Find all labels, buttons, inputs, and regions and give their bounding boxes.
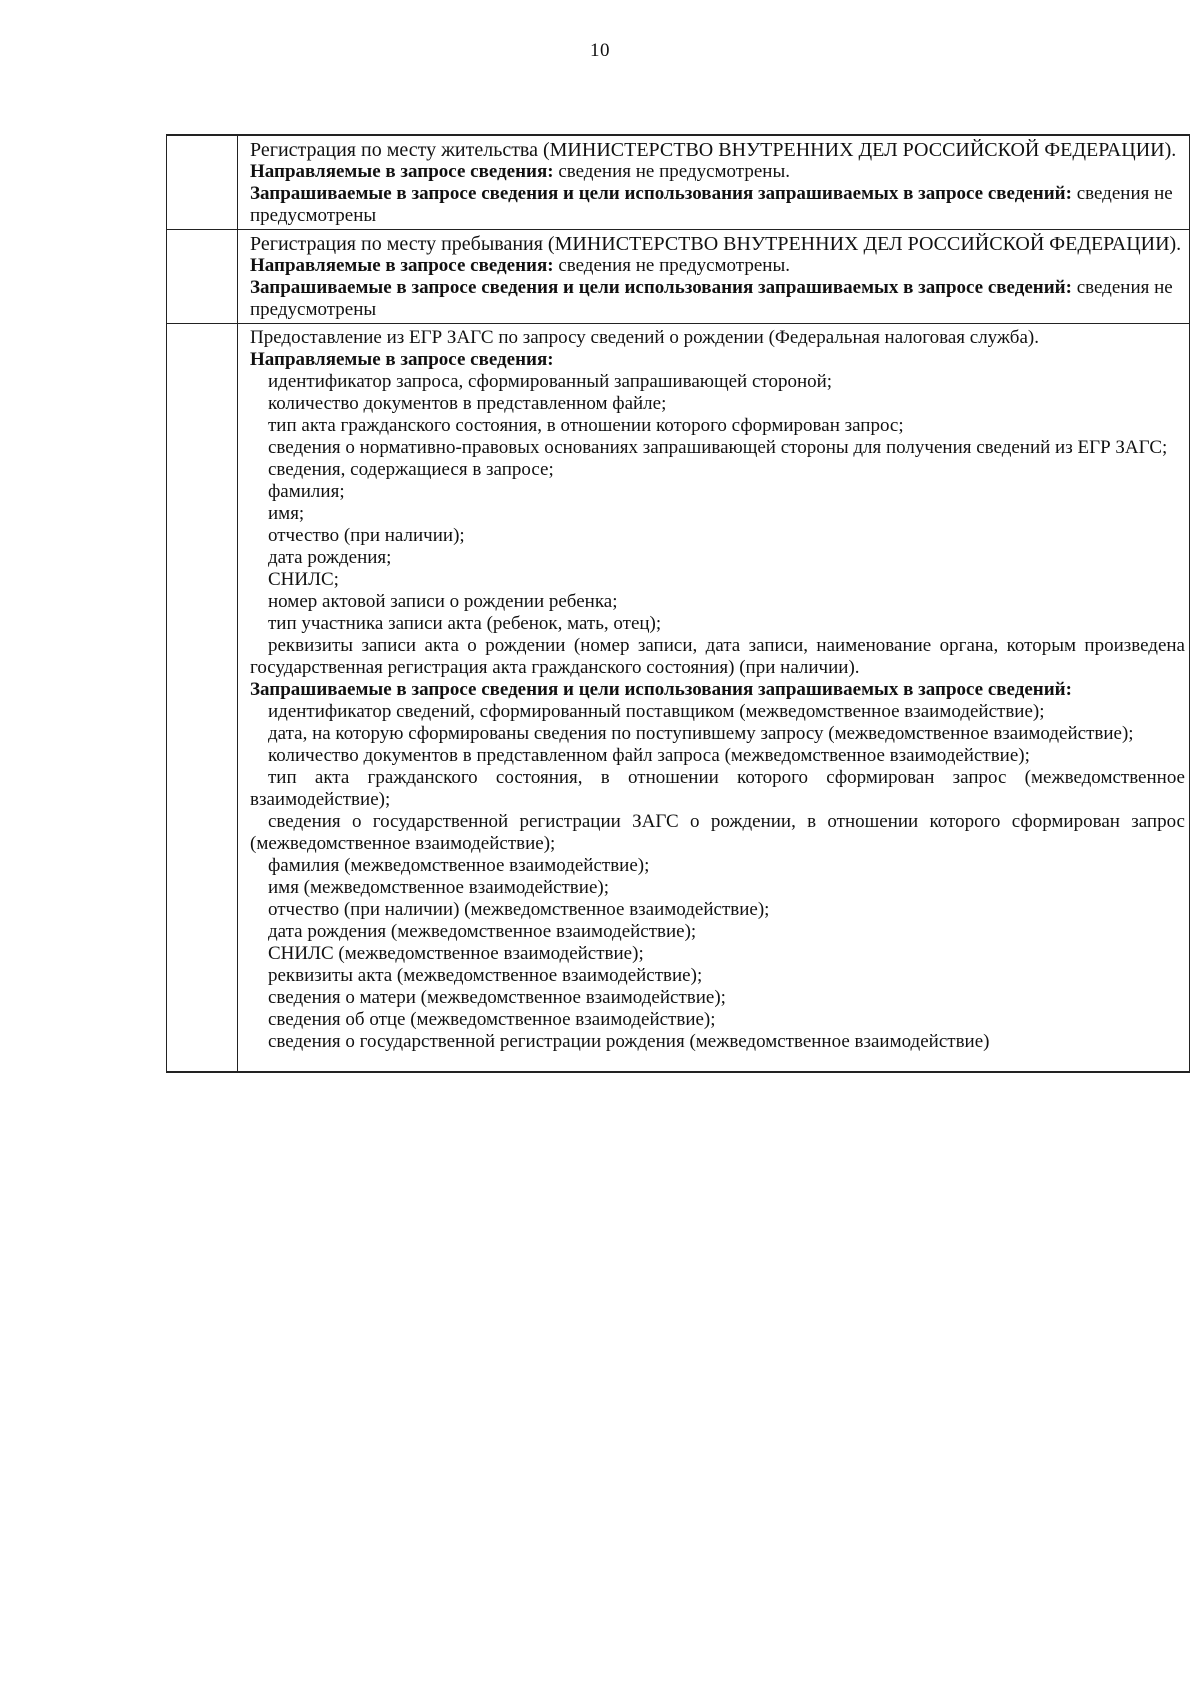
sent-info-line	[250, 255, 1185, 277]
list-item: сведения о матери (межведомственное взаимодействие);	[268, 987, 726, 1008]
list-item: сведения о государственной регистрации рождения (межведомственное взаимодействие)	[268, 1031, 990, 1052]
list-item: СНИЛС (межведомственное взаимодействие);	[268, 943, 644, 964]
list-item: тип акта гражданского состояния, в отношении которого сформирован запрос (межведомственное взаимодействие);	[250, 767, 1185, 810]
list-item: имя (межведомственное взаимодействие);	[268, 877, 609, 898]
service-title: Регистрация по месту пребывания (МИНИСТЕРСТВО ВНУТРЕННИХ ДЕЛ РОССИЙСКОЙ ФЕДЕРАЦИИ).	[250, 233, 1182, 255]
list-item: отчество (при наличии);	[268, 525, 465, 546]
row-content-cell	[238, 230, 1190, 324]
sent-info-label: Направляемые в запросе сведения:	[250, 255, 554, 276]
list-item: сведения о государственной регистрации ЗАГС о рождении, в отношении которого сформирован запрос (межведомственное взаимодействие);	[250, 811, 1185, 854]
list-item: тип акта гражданского состояния, в отношении которого сформирован запрос;	[268, 415, 904, 436]
list-item: сведения об отце (межведомственное взаимодействие);	[268, 1009, 716, 1030]
list-item: количество документов в представленном файл запроса (межведомственное взаимодействие);	[268, 745, 1030, 766]
requested-info-list	[250, 701, 1185, 1053]
requested-info-value: сведения не предусмотрены	[250, 277, 1173, 320]
table-row	[167, 324, 1190, 1073]
service-title: Регистрация по месту жительства (МИНИСТЕРСТВО ВНУТРЕННИХ ДЕЛ РОССИЙСКОЙ ФЕДЕРАЦИИ).	[250, 139, 1177, 161]
list-item: СНИЛС;	[268, 569, 339, 590]
sent-info-label: Направляемые в запросе сведения:	[250, 161, 554, 182]
list-item: фамилия (межведомственное взаимодействие);	[268, 855, 650, 876]
sent-info-value: сведения не предусмотрены.	[553, 161, 790, 182]
requested-info-label: Запрашиваемые в запросе сведения и цели использования запрашиваемых в запросе сведений:	[250, 277, 1072, 298]
list-item: идентификатор запроса, сформированный запрашивающей стороной;	[268, 371, 833, 392]
list-item: сведения о нормативно-правовых основаниях запрашивающей стороны для получения сведений из ЕГР ЗАГС;	[268, 437, 1168, 458]
row-number-cell	[167, 324, 238, 1073]
sent-info-value: сведения не предусмотрены.	[553, 255, 790, 276]
sent-info-line	[250, 161, 1185, 183]
page-number: 10	[590, 40, 610, 61]
requested-info-line	[250, 277, 1185, 321]
list-item: идентификатор сведений, сформированный поставщиком (межведомственное взаимодействие);	[268, 701, 1045, 722]
row-number-cell	[167, 230, 238, 324]
service-title: Предоставление из ЕГР ЗАГС по запросу сведений о рождении (Федеральная налоговая служба).	[250, 327, 1039, 348]
requested-info-line	[250, 183, 1185, 227]
list-item: тип участника записи акта (ребенок, мать, отец);	[268, 613, 662, 634]
list-item: имя;	[268, 503, 305, 524]
sent-info-list	[250, 371, 1185, 679]
list-item: количество документов в представленном файле;	[268, 393, 667, 414]
list-item: дата рождения;	[268, 547, 392, 568]
list-item: дата рождения (межведомственное взаимодействие);	[268, 921, 697, 942]
list-item: дата, на которую сформированы сведения по поступившему запросу (межведомственное взаимодействие);	[268, 723, 1134, 744]
services-table	[166, 134, 1190, 1073]
row-content-cell	[238, 324, 1190, 1073]
row-number-cell	[167, 135, 238, 230]
requested-info-value: сведения не предусмотрены	[250, 183, 1173, 226]
requested-info-label: Запрашиваемые в запросе сведения и цели использования запрашиваемых в запросе сведений:	[250, 679, 1072, 700]
sent-info-label: Направляемые в запросе сведения:	[250, 349, 554, 370]
list-item: фамилия;	[268, 481, 345, 502]
list-item: отчество (при наличии) (межведомственное взаимодействие);	[268, 899, 770, 920]
list-item: реквизиты акта (межведомственное взаимодействие);	[268, 965, 703, 986]
requested-info-label: Запрашиваемые в запросе сведения и цели использования запрашиваемых в запросе сведений:	[250, 183, 1072, 204]
table-row	[167, 135, 1190, 230]
list-item: сведения, содержащиеся в запросе;	[268, 459, 554, 480]
list-item: номер актовой записи о рождении ребенка;	[268, 591, 618, 612]
row-content-cell	[238, 135, 1190, 230]
table-row	[167, 230, 1190, 324]
list-item: реквизиты записи акта о рождении (номер записи, дата записи, наименование органа, которым произведена государственная регистрация акта гражданского состояния) (при наличии).	[250, 635, 1185, 678]
